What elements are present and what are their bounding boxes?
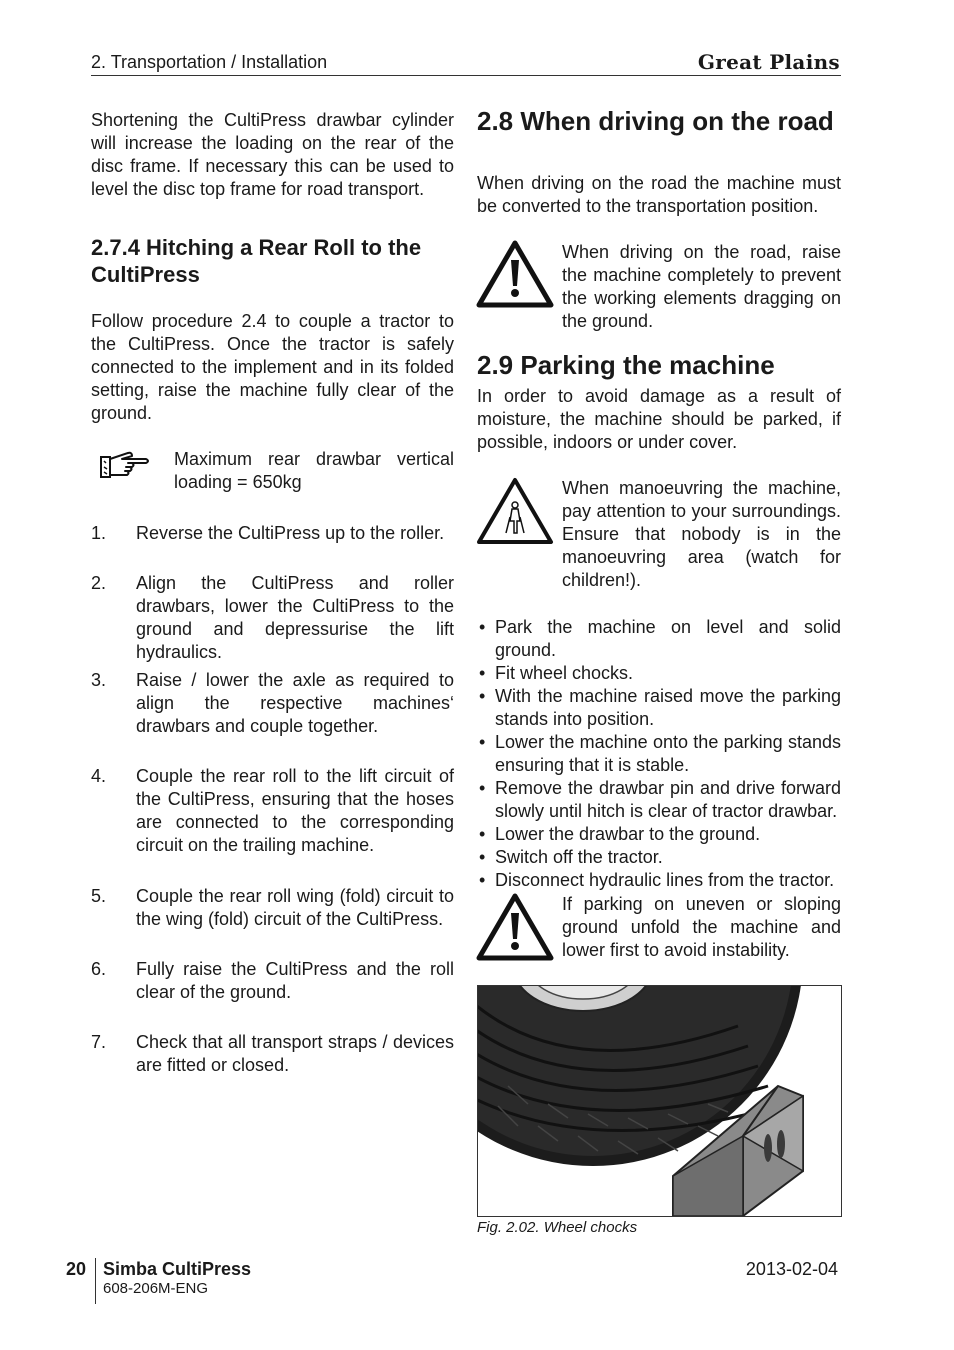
list-item: • Park the machine on level and solid ground.: [477, 616, 841, 662]
step-text: Fully raise the CultiPress and the roll clear of the ground.: [136, 959, 454, 1002]
warning-triangle-icon: [476, 893, 554, 961]
document-date: 2013-02-04: [745, 1259, 838, 1279]
intro-paragraph: Shortening the CultiPress drawbar cylinder will increase the loading on the rear of the disc frame. If necessary this can be used to level the disc top frame for road transport.: [91, 110, 454, 199]
parking-warning-text: When manoeuvring the machine, pay attention to your surroundings. Ensure that nobody is in the manoeuvring area (watch for children!).: [562, 478, 841, 590]
list-item: • Remove the drawbar pin and drive forward slowly until hitch is clear of tractor drawbar.: [477, 777, 841, 823]
note-text: Maximum rear drawbar vertical loading = 650kg: [174, 449, 454, 492]
list-item: • Disconnect hydraulic lines from the tractor.: [477, 869, 841, 892]
subsection-heading: 2.7.4 Hitching a Rear Roll to the CultiPress: [91, 235, 422, 287]
pointing-hand-icon: [98, 449, 150, 483]
parking-paragraph: In order to avoid damage as a result of moisture, the machine should be parked, if possible, indoors or under cover.: [477, 386, 841, 452]
list-item: • Lower the machine onto the parking stands ensuring that it is stable.: [477, 731, 841, 777]
brand-logo: Great Plains: [697, 50, 840, 74]
list-item: [91, 572, 454, 664]
road-paragraph: When driving on the road the machine must be converted to the transportation position.: [477, 173, 841, 216]
step-number: 6.: [91, 959, 107, 979]
step-text: Align the CultiPress and roller drawbars, lower the CultiPress to the ground and depressurise the lift hydraulics.: [136, 573, 454, 662]
list-item: [91, 885, 454, 931]
step-text: Reverse the CultiPress up to the roller.: [136, 523, 445, 543]
header-section: 2. Transportation / Installation: [91, 52, 328, 72]
figure-caption: Fig. 2.02. Wheel chocks: [477, 1219, 638, 1236]
list-item: [91, 522, 454, 545]
step-number: 4.: [91, 766, 107, 786]
list-item: [91, 669, 454, 738]
step-text: Check that all transport straps / devices are fitted or closed.: [136, 1032, 454, 1075]
step-number: 1.: [91, 523, 107, 543]
slope-warning-text: If parking on uneven or sloping ground unfold the machine and lower first to avoid instability.: [562, 894, 841, 960]
wheel-chock-figure: [477, 985, 842, 1217]
list-item: [91, 958, 454, 1004]
step-number: 3.: [91, 670, 107, 690]
page-number: 20: [66, 1259, 87, 1279]
crush-hazard-icon: [476, 477, 554, 545]
list-item: • With the machine raised move the parking stands into position.: [477, 685, 841, 731]
list-item: • Fit wheel chocks.: [477, 662, 841, 685]
list-item: • Switch off the tractor.: [477, 846, 841, 869]
header-divider: [91, 75, 841, 76]
list-item: [91, 1031, 454, 1077]
section-heading-road: 2.8 When driving on the road: [477, 106, 834, 136]
parking-steps-list: [477, 616, 841, 892]
document-title: Simba CultiPress: [103, 1259, 252, 1279]
road-warning-text: When driving on the road, raise the machine completely to prevent the working elements dragging on the ground.: [562, 242, 841, 331]
list-item: [91, 765, 454, 857]
section-heading-parking: 2.9 Parking the machine: [477, 350, 775, 380]
step-text: Couple the rear roll wing (fold) circuit to the wing (fold) circuit of the CultiPress.: [136, 886, 454, 929]
step-text: Raise / lower the axle as required to align the respective machines‘ drawbars and couple together.: [136, 670, 454, 736]
step-text: Couple the rear roll to the lift circuit of the CultiPress, ensuring that the hoses are connected to the corresponding circuit on the trailing machine.: [136, 766, 454, 855]
step-number: 2.: [91, 573, 107, 593]
step-number: 7.: [91, 1032, 107, 1052]
list-item: • Lower the drawbar to the ground.: [477, 823, 841, 846]
footer-divider: [95, 1258, 96, 1304]
warning-triangle-icon: [476, 240, 554, 308]
step-number: 5.: [91, 886, 107, 906]
document-code: 608-206M-ENG: [103, 1280, 209, 1297]
procedure-paragraph: Follow procedure 2.4 to couple a tractor to the CultiPress. Once the tractor is safely connected to the implement and in its folded setting, raise the machine fully clear of the ground.: [91, 311, 454, 423]
